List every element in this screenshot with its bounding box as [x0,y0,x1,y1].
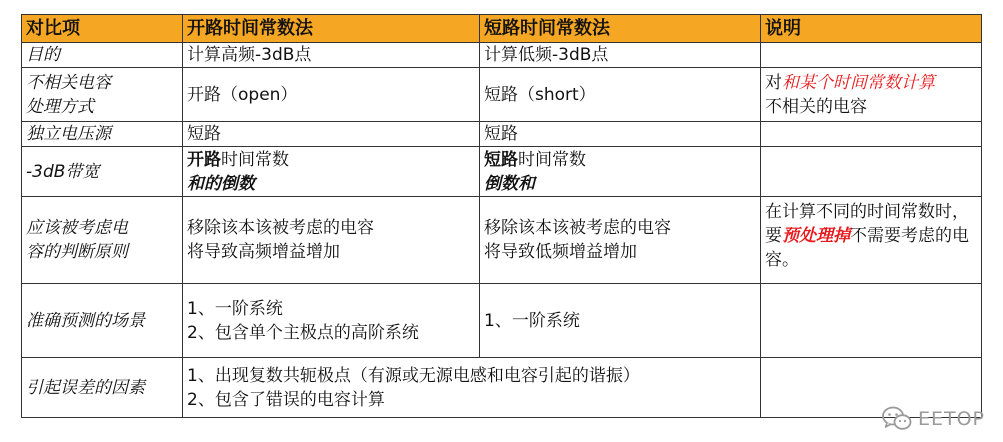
cell-open: 短路 [183,122,480,147]
cell-short: 1、一阶系统 [480,284,761,358]
table-row-bandwidth [22,147,982,197]
header-open-method: 开路时间常数法 [183,15,480,43]
cell-short: 短路（short） [480,68,761,122]
cell-note [761,43,982,68]
cell-note [761,122,982,147]
emphasis-text: 预处理掉 [782,226,850,246]
table-row-voltage-source [22,122,982,147]
cell-open: 1、一阶系统 2、包含单个主极点的高阶系统 [183,284,480,358]
row-label: 应该被考虑电 容的判断原则 [22,197,183,284]
row-label: 准确预测的场景 [22,284,183,358]
row-label: 目的 [22,43,183,68]
row-label: 引起误差的因素 [22,358,183,418]
cell-open: 移除该本该被考虑的电容 将导致高频增益增加 [183,197,480,284]
row-label: -3dB带宽 [22,147,183,197]
cell-short: 短路 [480,122,761,147]
comparison-table [21,14,982,418]
cell-short: 移除该本该被考虑的电容 将导致低频增益增加 [480,197,761,284]
header-short-method: 短路时间常数法 [480,15,761,43]
row-label: 独立电压源 [22,122,183,147]
wechat-icon [882,406,912,432]
header-row [22,15,982,43]
watermark [882,406,985,432]
cell-note: 对和某个时间常数计算 不相关的电容 [761,68,982,122]
table-row-scenarios [22,284,982,358]
cell-short: 短路时间常数 倒数和 [480,147,761,197]
table-row-criteria [22,197,982,284]
header-item: 对比项 [22,15,183,43]
table-row-purpose [22,43,982,68]
header-notes: 说明 [761,15,982,43]
table-row-error-factors [22,358,982,418]
cell-note [761,284,982,358]
table-row-unrelated-caps [22,68,982,122]
emphasis-text: 和某个时间常数计算 [782,72,935,93]
cell-note [761,147,982,197]
cell-short: 计算低频-3dB点 [480,43,761,68]
cell-note: 在计算不同的时间常数时，要预处理掉不需要考虑的电容。 [761,197,982,284]
cell-open: 开路时间常数 和的倒数 [183,147,480,197]
watermark-text: EETOP [917,408,985,430]
cell-open: 计算高频-3dB点 [183,43,480,68]
cell-open: 开路（open） [183,68,480,122]
row-label: 不相关电容 处理方式 [22,68,183,122]
cell-merged: 1、出现复数共轭极点（有源或无源电感和电容引起的谐振） 2、包含了错误的电容计算 [183,358,761,418]
